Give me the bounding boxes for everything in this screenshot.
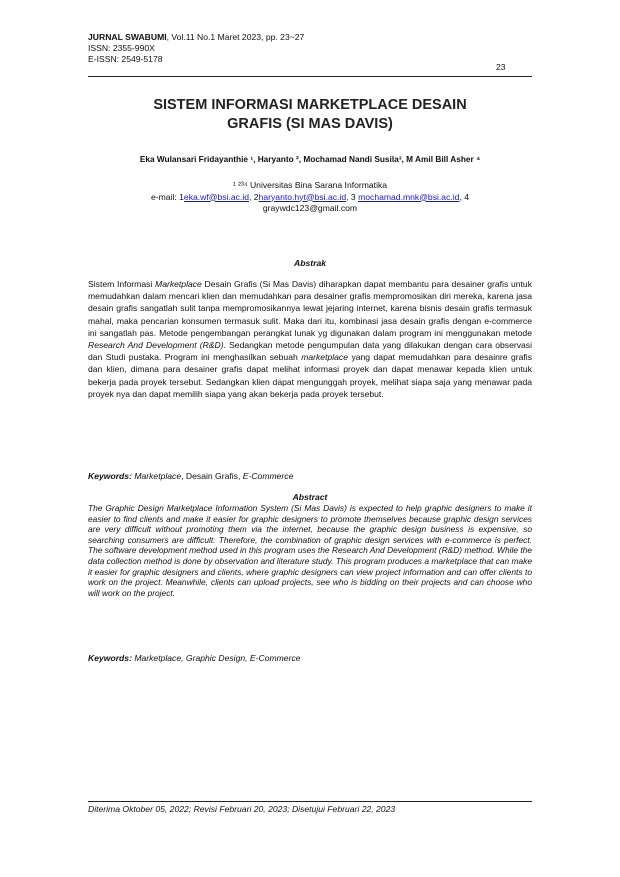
institution: ¹ ²³⁴ Universitas Bina Sarana Informatika [232, 180, 388, 190]
email-4: graywdc123@gmail.com [262, 203, 358, 213]
abstract-heading: Abstract [292, 492, 328, 502]
email-prefix: e-mail: 1 [150, 191, 184, 202]
title-line-2: GRAFIS (SI MAS DAVIS) [227, 116, 393, 132]
email-sep-3: , 4 [459, 191, 470, 202]
keywords-label-en: Keywords: [88, 653, 132, 663]
keywords-label-id: Keywords: [88, 471, 132, 481]
abstrak-heading: Abstrak [294, 258, 326, 268]
footer-divider [88, 801, 532, 802]
eissn: E-ISSN: 2549-5178 [88, 54, 163, 64]
submission-dates: Diterima Oktober 05, 2022; Revisi Februari 20, 2023; Disetujui Februari 22, 2023 [88, 804, 396, 814]
email-sep-1: , 2 [249, 191, 259, 202]
affiliation-block [88, 180, 532, 215]
abstrak-italic-2: Research And Development (R&D). [88, 340, 226, 351]
journal-header [88, 32, 508, 65]
email-link-3[interactable]: mochamad.mnk@bsi.ac.id [358, 191, 460, 202]
email-sep-2: , 3 [346, 191, 359, 202]
keyword-ecommerce: E-Commerce [242, 471, 294, 481]
email-link-2[interactable]: haryanto.hyt@bsi.ac.id [258, 191, 347, 202]
email-line [88, 192, 532, 204]
journal-name: JURNAL SWABUMI [88, 32, 167, 42]
header-divider [88, 76, 532, 77]
abstrak-text-2: Desain Grafis (Si Mas Davis) diharapkan dapat membantu para desainer grafis untuk memudahkan dalam mencari klien dan memudahkan para desainer grafis mempromosikan diri mereka, karena jasa desain grafis sangatlah sulit tanpa mempromosikannya lewat jejaring internet, karena bisnis desain grafis termasuk mahal, maka pencarian konsumen termasuk sulit. Maka dari itu, kombinasi jasa desain grafis dengan e-commerce ini sangatlah pas. Metode pengembangan perangkat lunak yg digunakan dalam program ini menggunakan metode [88, 279, 532, 338]
journal-meta: , Vol.11 No.1 Maret 2023, pp. 23~27 [166, 32, 305, 42]
author-list: Eka Wulansari Fridayanthie ¹, Haryanto ², Mochamad Nandi Susila³, M Amil Bill Asher ⁴ [139, 154, 481, 164]
keyword-marketplace: Marketplace [131, 471, 182, 481]
abstrak-body [88, 278, 532, 400]
abstrak-italic-3: marketplace [301, 352, 349, 363]
keywords-en [88, 653, 532, 663]
keyword-desain: , Desain Grafis, [181, 471, 243, 481]
page-number: 23 [496, 62, 506, 72]
issn: ISSN: 2355-990X [88, 43, 155, 53]
abstrak-italic-1: Marketplace [155, 279, 202, 289]
paper-title [88, 96, 532, 134]
journal-citation [88, 32, 508, 43]
abstract-body: The Graphic Design Marketplace Information System (Si Mas Davis) is expected to help graphic designers to make it easier to find clients and make it easier for graphic designers to promote themselves because graphic design services are very difficult without promoting them via the internet, because the graphic design business is expensive, so searching consumers are difficult. Therefore, the combination of graphic design services with e-commerce is perfect. The software development method used in this program uses the Research And Development (R&D) method. While the data collection method is done by observation and literature study. This program produces a marketplace that can make it easier for graphic designers and clients, where graphic designers can view project information and can offer clients to work on the project. Meanwhile, clients can upload projects, see who is bidding on their projects and can choose who will work on the project. [88, 503, 532, 598]
kata-kunci [88, 471, 532, 481]
title-line-1: SISTEM INFORMASI MARKETPLACE DESAIN [153, 97, 467, 113]
abstrak-text-3: Sedangkan metode pengumpulan data yang dilakukan dengan cara observasi dan Studi pustaka. Program ini menghasilkan sebuah [88, 340, 532, 363]
email-link-1[interactable]: eka.wf@bsi.ac.id [183, 191, 250, 202]
abstrak-text-1: Sistem Informasi [88, 279, 156, 289]
abstrak-text-4: yang dapat memudahkan para desainre grafis dan klien, dimana para desainer grafis dapat melihat informasi proyek dan dapat menawar kepada klien untuk bekerja pada proyek tersebut. Sedangkan klien dapat mengunggah proyek, melihat siapa saja yang menawar pada proyek nya dan dapat memilih siapa yang akan bekerja pada proyek tersebut. [88, 352, 532, 399]
keywords-en-list: Marketplace, Graphic Design, E-Commerce [131, 653, 301, 663]
